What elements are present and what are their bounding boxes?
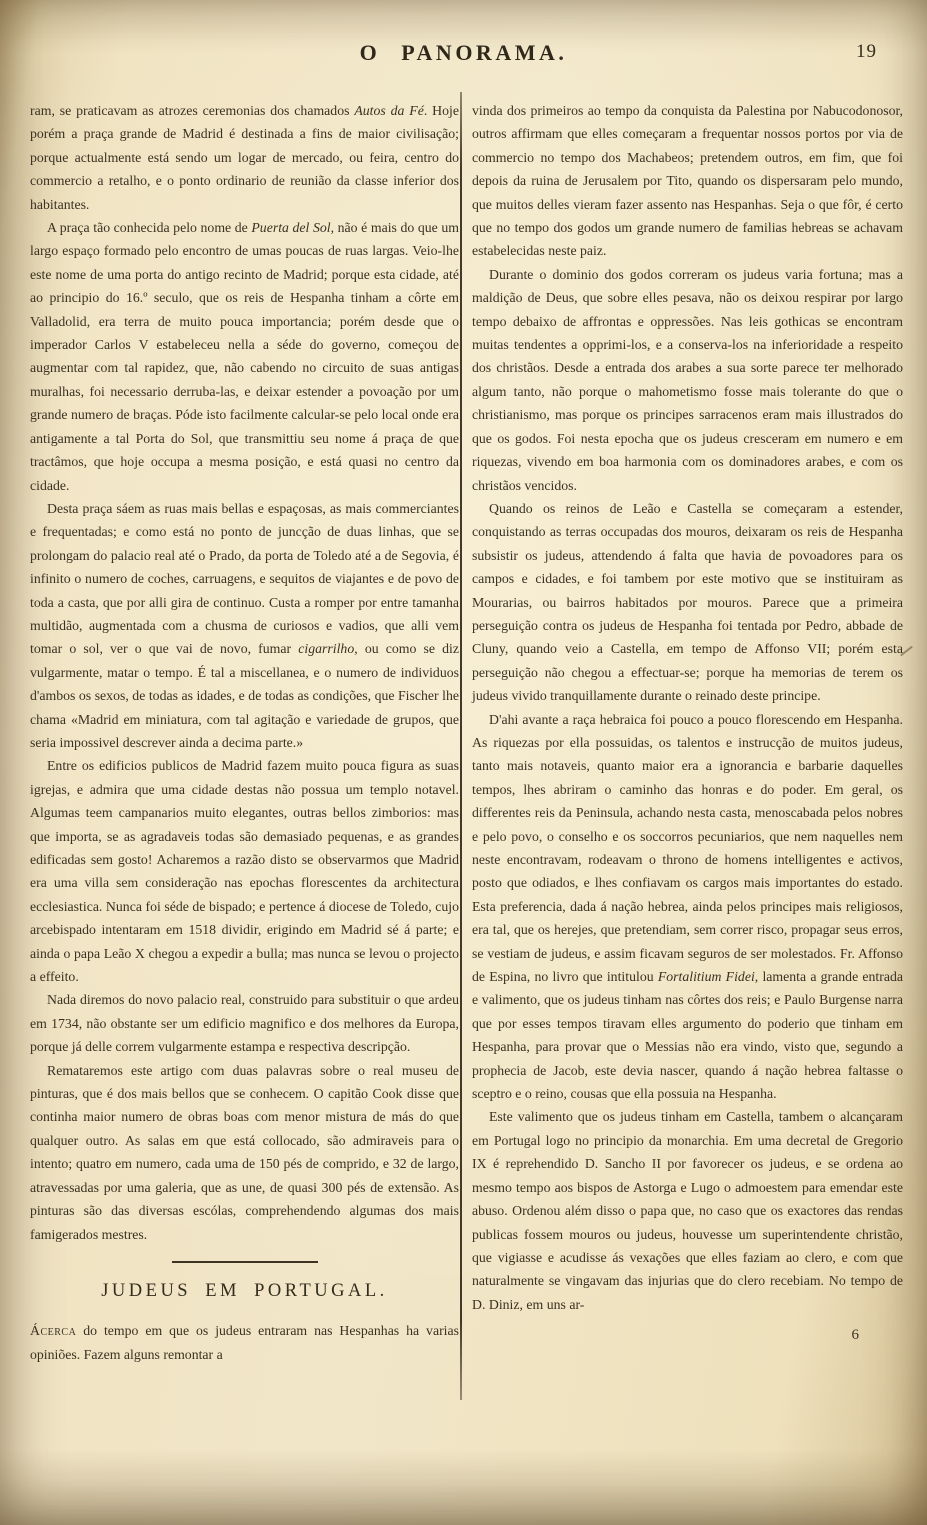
paragraph: Nada diremos do novo palacio real, construido para substituir o que ardeu em 1734, não obstante ser um edificio magnifico e dos melhores da Europa, porque já delle correm vulgarmente estampa e respectiva descripção.	[30, 992, 459, 1055]
paragraph: Quando os reinos de Leão e Castella se começaram a estender, conquistando as terras occupadas dos mouros, deixaram os reis de Hespanha subsistir os judeus, attendendo á falta que havia de povoadores para os campos e cidades, e foi tambem por este motivo que se instituiram as Mourarias, ou bairros habitados por mouros. Parece que a primeira perseguição contra os judeus de Hespanha foi tentada por Pedro, abbade de Cluny, quando veio a Castella, em tempo de Affonso VII; porém esta perseguição não chegou a effectuar-se; porque ha memorias de terem os judeus vivido tranquillamente durante o reinado deste principe.	[472, 500, 903, 704]
paragraph: ram, se praticavam as atrozes ceremonias dos chamados Autos da Fé. Hoje porém a praça grande de Madrid é destinada a fins de maior civilisação; porque actualmente está sendo um logar de mercado, ou feira, centro do commercio a retalho, e o ponto ordinario de reunião da classe inferior dos habitantes.	[30, 103, 459, 212]
paragraph: Ácerca do tempo em que os judeus entraram nas Hespanhas ha varias opiniões. Fazem alguns remontar a	[30, 1323, 459, 1362]
right-column	[472, 99, 903, 1348]
paragraph: A praça tão conhecida pelo nome de Puerta del Sol, não é mais do que um largo espaço formado pelo encontro de umas poucas de ruas largas. Veio-lhe este nome de uma porta do antigo recinto de Madrid; porque esta cidade, até ao principio do 16.º seculo, que os reis de Hespanha tinham a côrte em Valladolid, era terra de muito pouca importancia; porém desde que o imperador Carlos V estabeleceu nella a séde do governo, começou de augmentar com tal rapidez, que, não cabendo no circuito de suas antigas muralhas, foi necessario derruba-las, e deixar estender a povoação por um grande numero de braças. Póde isto facilmente calcular-se pelo local onde era antigamente a tal Porta do Sol, que transmittiu seu nome á praça de que tractâmos, que hoje occupa a mesma posição, e está quasi no centro da cidade.	[30, 220, 460, 493]
column-divider	[460, 92, 462, 1400]
left-column	[30, 99, 459, 1366]
left-column-text	[30, 99, 459, 1246]
paragraph: D'ahi avante a raça hebraica foi pouco a pouco florescendo em Hespanha. As riquezas por ella possuidas, os talentos e instrucção de muitos judeus, tanto mais notaveis, quanto maior era a ignorancia e barbarie daquelles tempos, lhes abriram o caminho das honras e do poder. Em geral, os differentes reis da Peninsula, achando nesta casta, menoscabada pelos nobres e pelo povo, o conselho e os soccorros pecuniarios, que nem naquelles nem neste encontravam, rodeavam o throno de homens intelligentes e activos, posto que odiados, e lhes confiavam os cargos mais importantes do estado. Esta preferencia, dada á nação hebrea, ainda pelos principes mais religiosos, era tal, que os herejes, que pretendiam, sem correr risco, propagar seus erros, se vestiam de judeus, e assim ficavam seguros de ser molestados. Fr. Affonso de Espina, no livro que intitulou Fortalitium Fidei, lamenta a grande entrada e valimento, que os judeus tinham nas côrtes dos reis; e Paulo Burgense narra que por esses tempos tiravam elles argumento do poderio que tinham em Hespanha, para provar que o Messias não era vindo, visto que, segundo a prophecia de Jacob, este devia nascer, quando á nação hebrea faltasse o sceptro e o reino, cousas que ella possuia na Hespanha.	[472, 711, 903, 1102]
signature-mark: 6	[851, 1327, 859, 1344]
section-heading: JUDEUS EM PORTUGAL.	[101, 1280, 388, 1301]
paragraph: Durante o dominio dos godos correram os judeus varia fortuna; mas a maldição de Deus, que sobre elles pesava, não os deixou respirar por largo tempo debaixo de affrontas e oppressões. Nas leis gothicas se encontram muitas tendentes a opprimi-los, e a conserva-los na inferioridade a respeito dos christãos. Desde a entrada dos arabes a sua sorte parece ter melhorado algum tanto, não porque o mahometismo fosse mais tolerante do que o christianismo, mas porque os principes sarracenos eram mais illustrados do que os godos. Foi nesta epocha que os judeus cresceram em numero e em riquezas, vivendo em boa harmonia com os dominadores arabes, e com os christãos vencidos.	[472, 266, 903, 493]
paragraph: Este valimento que os judeus tinham em Castella, tambem o alcançaram em Portugal logo no principio da monarchia. Em uma decretal de Gregorio IX é reprehendido D. Sancho II por favorecer os judeus, e se ordena ao mesmo tempo aos bispos de Astorga e Lugo o admoestem para emendar este abuso. Ordenou além disso o papa que, no caso que os exactores das rendas publicas fossem mouros ou judeus, houvesse um superintendente christão, que vigiasse e acudisse ás vexações que elles faziam ao clero, e com que naturalmente se vingavam das injurias que do clero recebiam. No tempo de D. Diniz, em uns ar-	[472, 1109, 903, 1312]
section-rule	[172, 1261, 318, 1263]
page-number: 19	[856, 41, 877, 62]
right-column-text	[472, 99, 903, 1316]
paragraph: Entre os edificios publicos de Madrid fazem muito pouca figura as suas igrejas, e admira que uma cidade destas não possua um templo notavel. Algumas teem campanarios muito elegantes, outras bellos zimborios: mas que importa, se as agradaveis todas são demasiado pequenas, e as grandes edificadas sem gosto! Acharemos a razão disto se observarmos que Madrid era uma villa sem consideração nas epochas florescentes da architectura ecclesiastica. Nunca foi séde de bispado; e pertence á diocese de Toledo, cujo arcebispado intentaram em 1518 dividir, erigindo em Madrid sé á parte; e ainda o papa Leão X chegou a expedir a bulla; mas nunca se levou o projecto a effeito.	[30, 758, 459, 985]
paragraph: Remataremos este artigo com duas palavras sobre o real museu de pinturas, que é dos mais bellos que se conhecem. O capitão Cook disse que continha maior numero de obras boas com menor mistura de más do que qualquer outro. As salas em que está collocado, são admiraveis para o intento; quatro em numero, cada uma de 150 pés de comprido, e 32 de largo, atravessadas por uma galeria, que as une, de quasi 300 pés de extensão. As pinturas são das diversas escólas, comprehendendo algumas dos mais famigerados mestres.	[30, 1062, 459, 1242]
paragraph: Desta praça sáem as ruas mais bellas e espaçosas, as mais commerciantes e frequentadas; e como está no ponto de juncção de duas linhas, que se prolongam do palacio real até o Prado, da porta de Toledo até a de Segovia, é infinito o numero de coches, carruagens, e sequitos de viajantes e de povo de toda a casta, que por alli gira de continuo. Custa a romper por entre tamanha multidão, augmentada com a chusma de curiosos e vadios, que alli vem tomar o sol, ver o que vai de novo, fumar cigarrilho, ou como se diz vulgarmente, matar o tempo. É tal a miscellanea, e o numero de individuos d'ambos os sexos, de todas as idades, e de todas as condições, que Fischer lhe chama «Madrid em miniatura, com tal agitação e variedade de grupos, que seria impossivel descrever ainda a decima parte.»	[30, 500, 460, 750]
section-text	[30, 1319, 459, 1366]
journal-title: O PANORAMA.	[359, 40, 568, 65]
page-header	[0, 40, 927, 74]
paragraph: vinda dos primeiros ao tempo da conquista da Palestina por Nabucodonosor, outros affirmam que elles começaram a frequentar nossos portos por via de commercio no tempo dos Machabeos; pretendem outros, em fim, que foi depois da ruina de Jerusalem por Tito, quando os dispersaram pelo mundo, que muitos delles vieram fazer assento nas Hespanhas. Seja o que fôr, é certo que no tempo dos godos um grande numero de familias hebreas se achavam estabelecidas neste paiz.	[472, 103, 903, 259]
